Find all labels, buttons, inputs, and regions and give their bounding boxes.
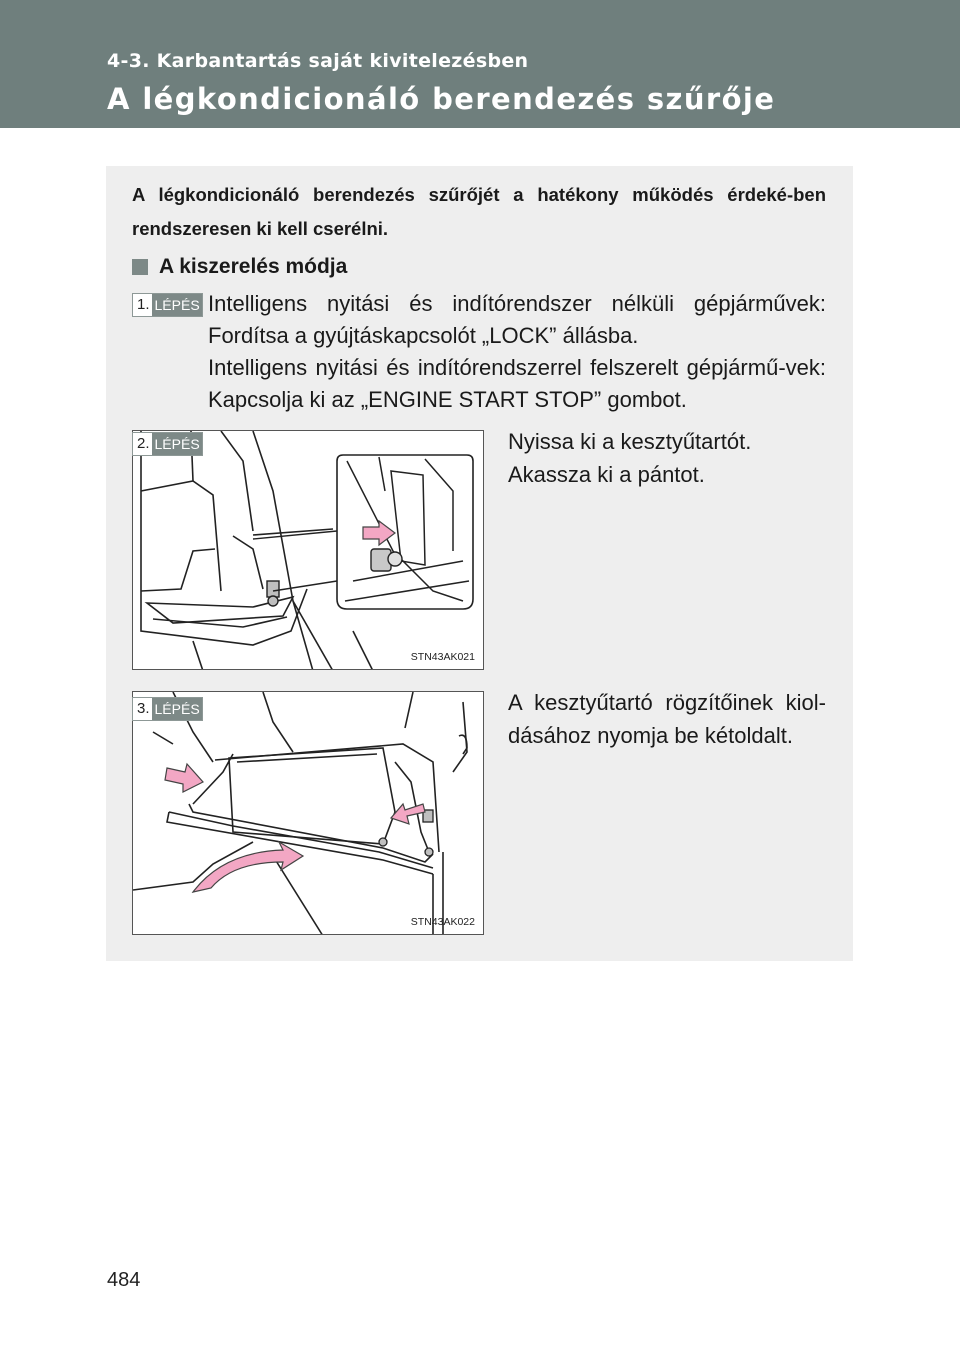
- intro-text: A légkondicionáló berendezés szűrőjét a hatékony működés érdeké-ben rendszeresen ki kell cserélni.: [132, 184, 826, 239]
- figure-code: STN43AK022: [410, 916, 475, 928]
- glovebox-strap-illustration: [133, 431, 484, 670]
- step-word: LÉPÉS: [152, 294, 202, 316]
- step-2-badge: [132, 432, 203, 456]
- step-2-figure: [132, 430, 484, 670]
- page-title: A légkondicionáló berendezés szűrője: [107, 82, 776, 116]
- step-2-text: [508, 425, 828, 491]
- glovebox-release-illustration: [133, 692, 484, 935]
- step-3-figure: [132, 691, 484, 935]
- step-1-line-1: Intelligens nyitási és indítórendszer nélküli gépjárművek: Fordítsa a gyújtáskapcsolót „LOCK” állásba.: [208, 291, 826, 348]
- figure-code: STN43AK021: [410, 651, 475, 663]
- step-number: 1.: [137, 296, 150, 313]
- step-number: 3.: [137, 700, 150, 717]
- step-1-badge: [132, 293, 203, 317]
- page-number: 484: [107, 1269, 141, 1291]
- step-1-line-2: Intelligens nyitási és indítórendszerrel felszerelt gépjármű-vek: Kapcsolja ki az „ENGINE START STOP” gombot.: [208, 355, 826, 412]
- subheading-label: A kiszerelés módja: [159, 255, 348, 278]
- step-3-text: A kesztyűtartó rögzítőinek kiol-dásához nyomja be kétoldalt.: [508, 690, 826, 748]
- step-2-line-1: Nyissa ki a kesztyűtartót.: [508, 429, 752, 454]
- square-bullet-icon: [132, 259, 148, 275]
- step-2-line-2: Akassza ki a pántot.: [508, 462, 705, 487]
- chapter-header: [0, 0, 960, 128]
- step-number: 2.: [137, 435, 150, 452]
- step-word: LÉPÉS: [152, 698, 202, 720]
- step-word: LÉPÉS: [152, 433, 202, 455]
- step-1-text: [208, 288, 826, 416]
- section-label: 4-3. Karbantartás saját kivitelezésben: [107, 50, 529, 72]
- subheading: [132, 255, 347, 279]
- step-3-badge: [132, 697, 203, 721]
